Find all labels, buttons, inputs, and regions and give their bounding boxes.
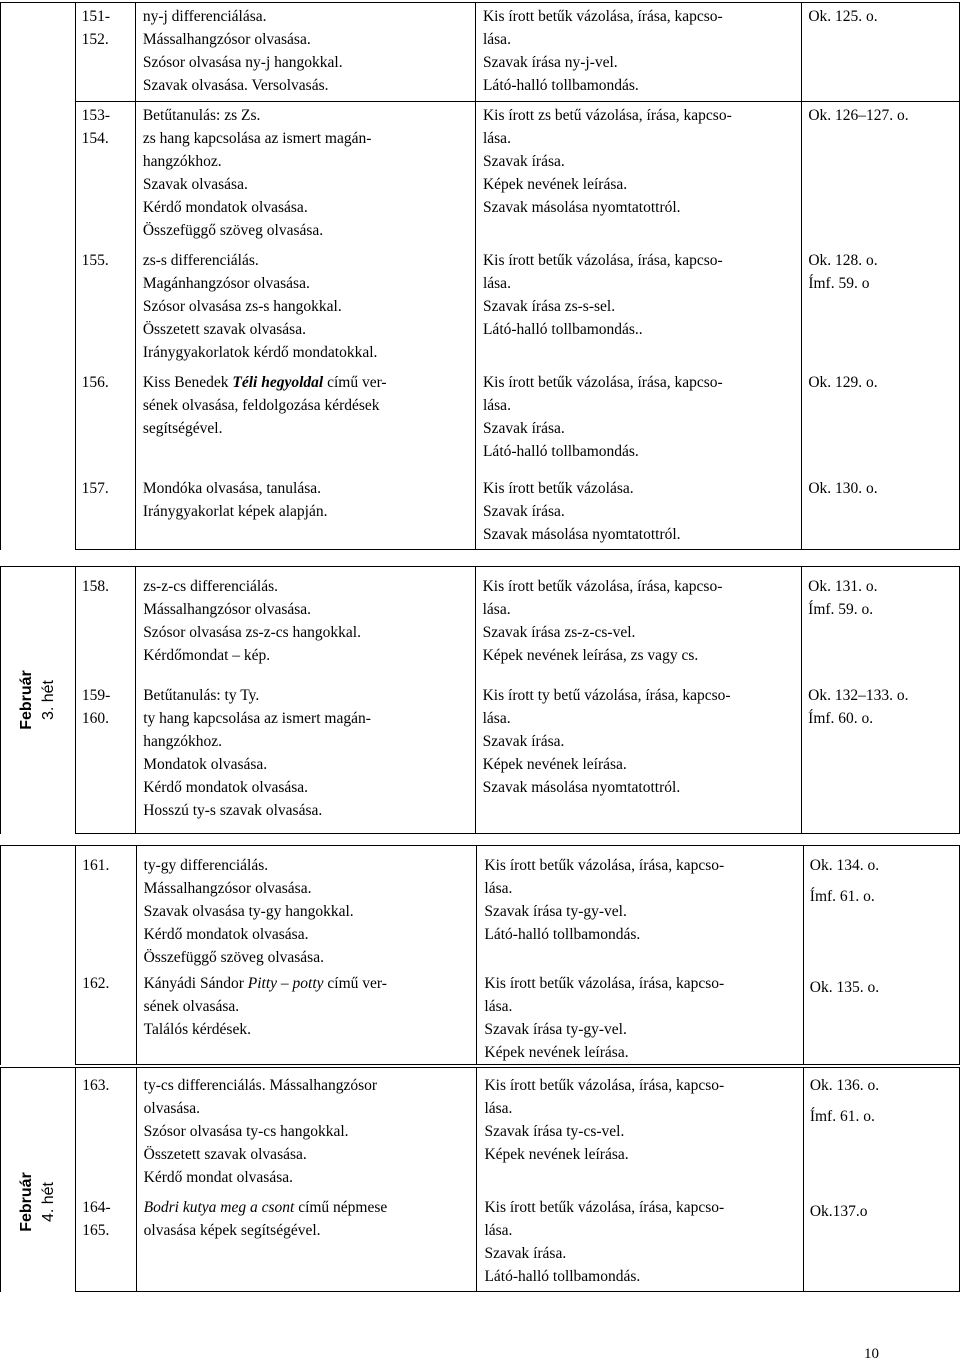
reading-activities: zs-z-cs differenciálás. Mássalhangzósor olvasása. Szósor olvasása zs-z-cs hangokkal. Kérdőmondat – kép.: [136, 567, 475, 675]
book-references: Ok. 126–127. o.: [802, 101, 960, 247]
book-references: Ok. 136. o. Ímf. 61. o.: [803, 1068, 959, 1194]
lesson-number: 163.: [76, 1068, 136, 1194]
writing-activities: Kis írott betűk vázolása, írása, kapcso- lása. Szavak írása. Látó-halló tollbamondás.: [475, 369, 801, 467]
week-label: Február 3. hét: [17, 670, 57, 731]
writing-activities: Kis írott betűk vázolása, írása, kapcso- lása. Szavak írása ty-gy-vel. Látó-halló tollbamondás.: [477, 846, 803, 970]
reading-activities: Kiss Benedek Téli hegyoldal című ver- sének olvasása, feldolgozása kérdések segítségével.: [135, 369, 475, 467]
table-row: [1, 101, 960, 247]
reading-activities: ty-gy differenciálás. Mássalhangzósor olvasása. Szavak olvasása ty-gy hangokkal. Kérdő mondatok olvasása. Összefüggő szöveg olvasása.: [136, 846, 477, 970]
lesson-number: 162.: [76, 970, 136, 1065]
table-row: [1, 846, 960, 970]
reading-activities: Mondóka olvasása, tanulása. Iránygyakorlat képek alapján.: [135, 467, 475, 550]
book-references: Ok. 131. o. Ímf. 59. o.: [802, 567, 960, 675]
book-references: Ok. 128. o. Ímf. 59. o: [802, 247, 960, 369]
book-references: Ok. 125. o.: [802, 3, 960, 102]
lesson-number: 158.: [75, 567, 135, 675]
lesson-number: 155.: [75, 247, 135, 369]
writing-activities: Kis írott zs betű vázolása, írása, kapcso- lása. Szavak írása. Képek nevének leírása. Szavak másolása nyomtatottról.: [475, 101, 801, 247]
curriculum-table-block-1: [0, 2, 960, 550]
curriculum-table-block-2: [0, 566, 960, 834]
lesson-number: 153- 154.: [75, 101, 135, 247]
book-references: Ok. 129. o.: [802, 369, 960, 467]
book-references: Ok.137.o: [803, 1194, 959, 1292]
week-label: Február 4. hét: [18, 1172, 58, 1232]
table-row: [1, 1194, 960, 1292]
lesson-number: 157.: [75, 467, 135, 550]
table-row: [1, 674, 960, 833]
month-cell-empty: [1, 846, 76, 1065]
table-row: [1, 3, 960, 102]
book-references: Ok. 135. o.: [803, 970, 959, 1065]
reading-activities: Bodri kutya meg a csont című népmese olvasása képek segítségével.: [136, 1194, 477, 1292]
table-row: [1, 567, 960, 675]
curriculum-table-block-4: [0, 1067, 960, 1292]
poem-author: Kiss Benedek: [142, 374, 233, 392]
reading-activities: Betűtanulás: zs Zs. zs hang kapcsolása az ismert magán- hangzókhoz. Szavak olvasása. Kérdő mondatok olvasása. Összefüggő szöveg olvasása.: [135, 101, 475, 247]
writing-activities: Kis írott betűk vázolása, írása, kapcso- lása. Szavak írása ty-cs-vel. Képek nevének leírása.: [477, 1068, 803, 1194]
poem-author: Kányádi Sándor: [143, 974, 248, 992]
reading-activities: Kányádi Sándor Pitty – potty című ver- sének olvasása. Találós kérdések.: [136, 970, 477, 1065]
poem-title: Téli hegyoldal: [232, 374, 324, 392]
lesson-number: 164- 165.: [76, 1194, 136, 1292]
table-row: [1, 247, 960, 369]
curriculum-table-block-3: [0, 845, 960, 1065]
poem-title: Pitty – potty: [247, 974, 324, 992]
page-number: 10: [864, 1346, 879, 1362]
lesson-number: 156.: [75, 369, 135, 467]
table-row: [1, 467, 960, 550]
reading-activities: ny-j differenciálása. Mássalhangzósor olvasása. Szósor olvasása ny-j hangokkal. Szavak olvasása. Versolvasás.: [135, 3, 475, 102]
book-references: Ok. 132–133. o. Ímf. 60. o.: [802, 674, 960, 833]
month-cell-empty: [1, 3, 76, 550]
lesson-number: 161.: [76, 846, 136, 970]
week-label-cell: [1, 567, 76, 834]
writing-activities: Kis írott betűk vázolása, írása, kapcso- lása. Szavak írása ny-j-vel. Látó-halló tollbamondás.: [475, 3, 801, 102]
reading-activities: ty-cs differenciálás. Mássalhangzósor olvasása. Szósor olvasása ty-cs hangokkal. Összetett szavak olvasása. Kérdő mondat olvasása.: [136, 1068, 477, 1194]
writing-activities: Kis írott betűk vázolása, írása, kapcso- lása. Szavak írása zs-z-cs-vel. Képek nevének leírása, zs vagy cs.: [475, 567, 802, 675]
book-references: Ok. 134. o. Ímf. 61. o.: [803, 846, 959, 970]
writing-activities: Kis írott betűk vázolása, írása, kapcso- lása. Szavak írása zs-s-sel. Látó-halló tollbamondás..: [475, 247, 801, 369]
folktale-title: Bodri kutya meg a csont: [143, 1198, 295, 1216]
writing-activities: Kis írott betűk vázolása, írása, kapcso- lása. Szavak írása. Látó-halló tollbamondás.: [477, 1194, 803, 1292]
lesson-number: 151- 152.: [75, 3, 135, 102]
table-row: [1, 369, 960, 467]
writing-activities: Kis írott betűk vázolása, írása, kapcso- lása. Szavak írása ty-gy-vel. Képek nevének leírása.: [477, 970, 803, 1065]
writing-activities: Kis írott betűk vázolása. Szavak írása. Szavak másolása nyomtatottról.: [475, 467, 801, 550]
lesson-number: 159- 160.: [75, 674, 135, 833]
writing-activities: Kis írott ty betű vázolása, írása, kapcso- lása. Szavak írása. Képek nevének leírása. Szavak másolása nyomtatottról.: [475, 674, 802, 833]
book-references: Ok. 130. o.: [802, 467, 960, 550]
table-row: [1, 1068, 960, 1194]
reading-activities: zs-s differenciálás. Magánhangzósor olvasása. Szósor olvasása zs-s hangokkal. Összetett szavak olvasása. Iránygyakorlatok kérdő mondatokkal.: [135, 247, 475, 369]
week-label-cell: [1, 1068, 76, 1292]
table-row: [1, 970, 960, 1065]
reading-activities: Betűtanulás: ty Ty. ty hang kapcsolása az ismert magán- hangzókhoz. Mondatok olvasása. Kérdő mondatok olvasása. Hosszú ty-s szavak olvasása.: [136, 674, 475, 833]
